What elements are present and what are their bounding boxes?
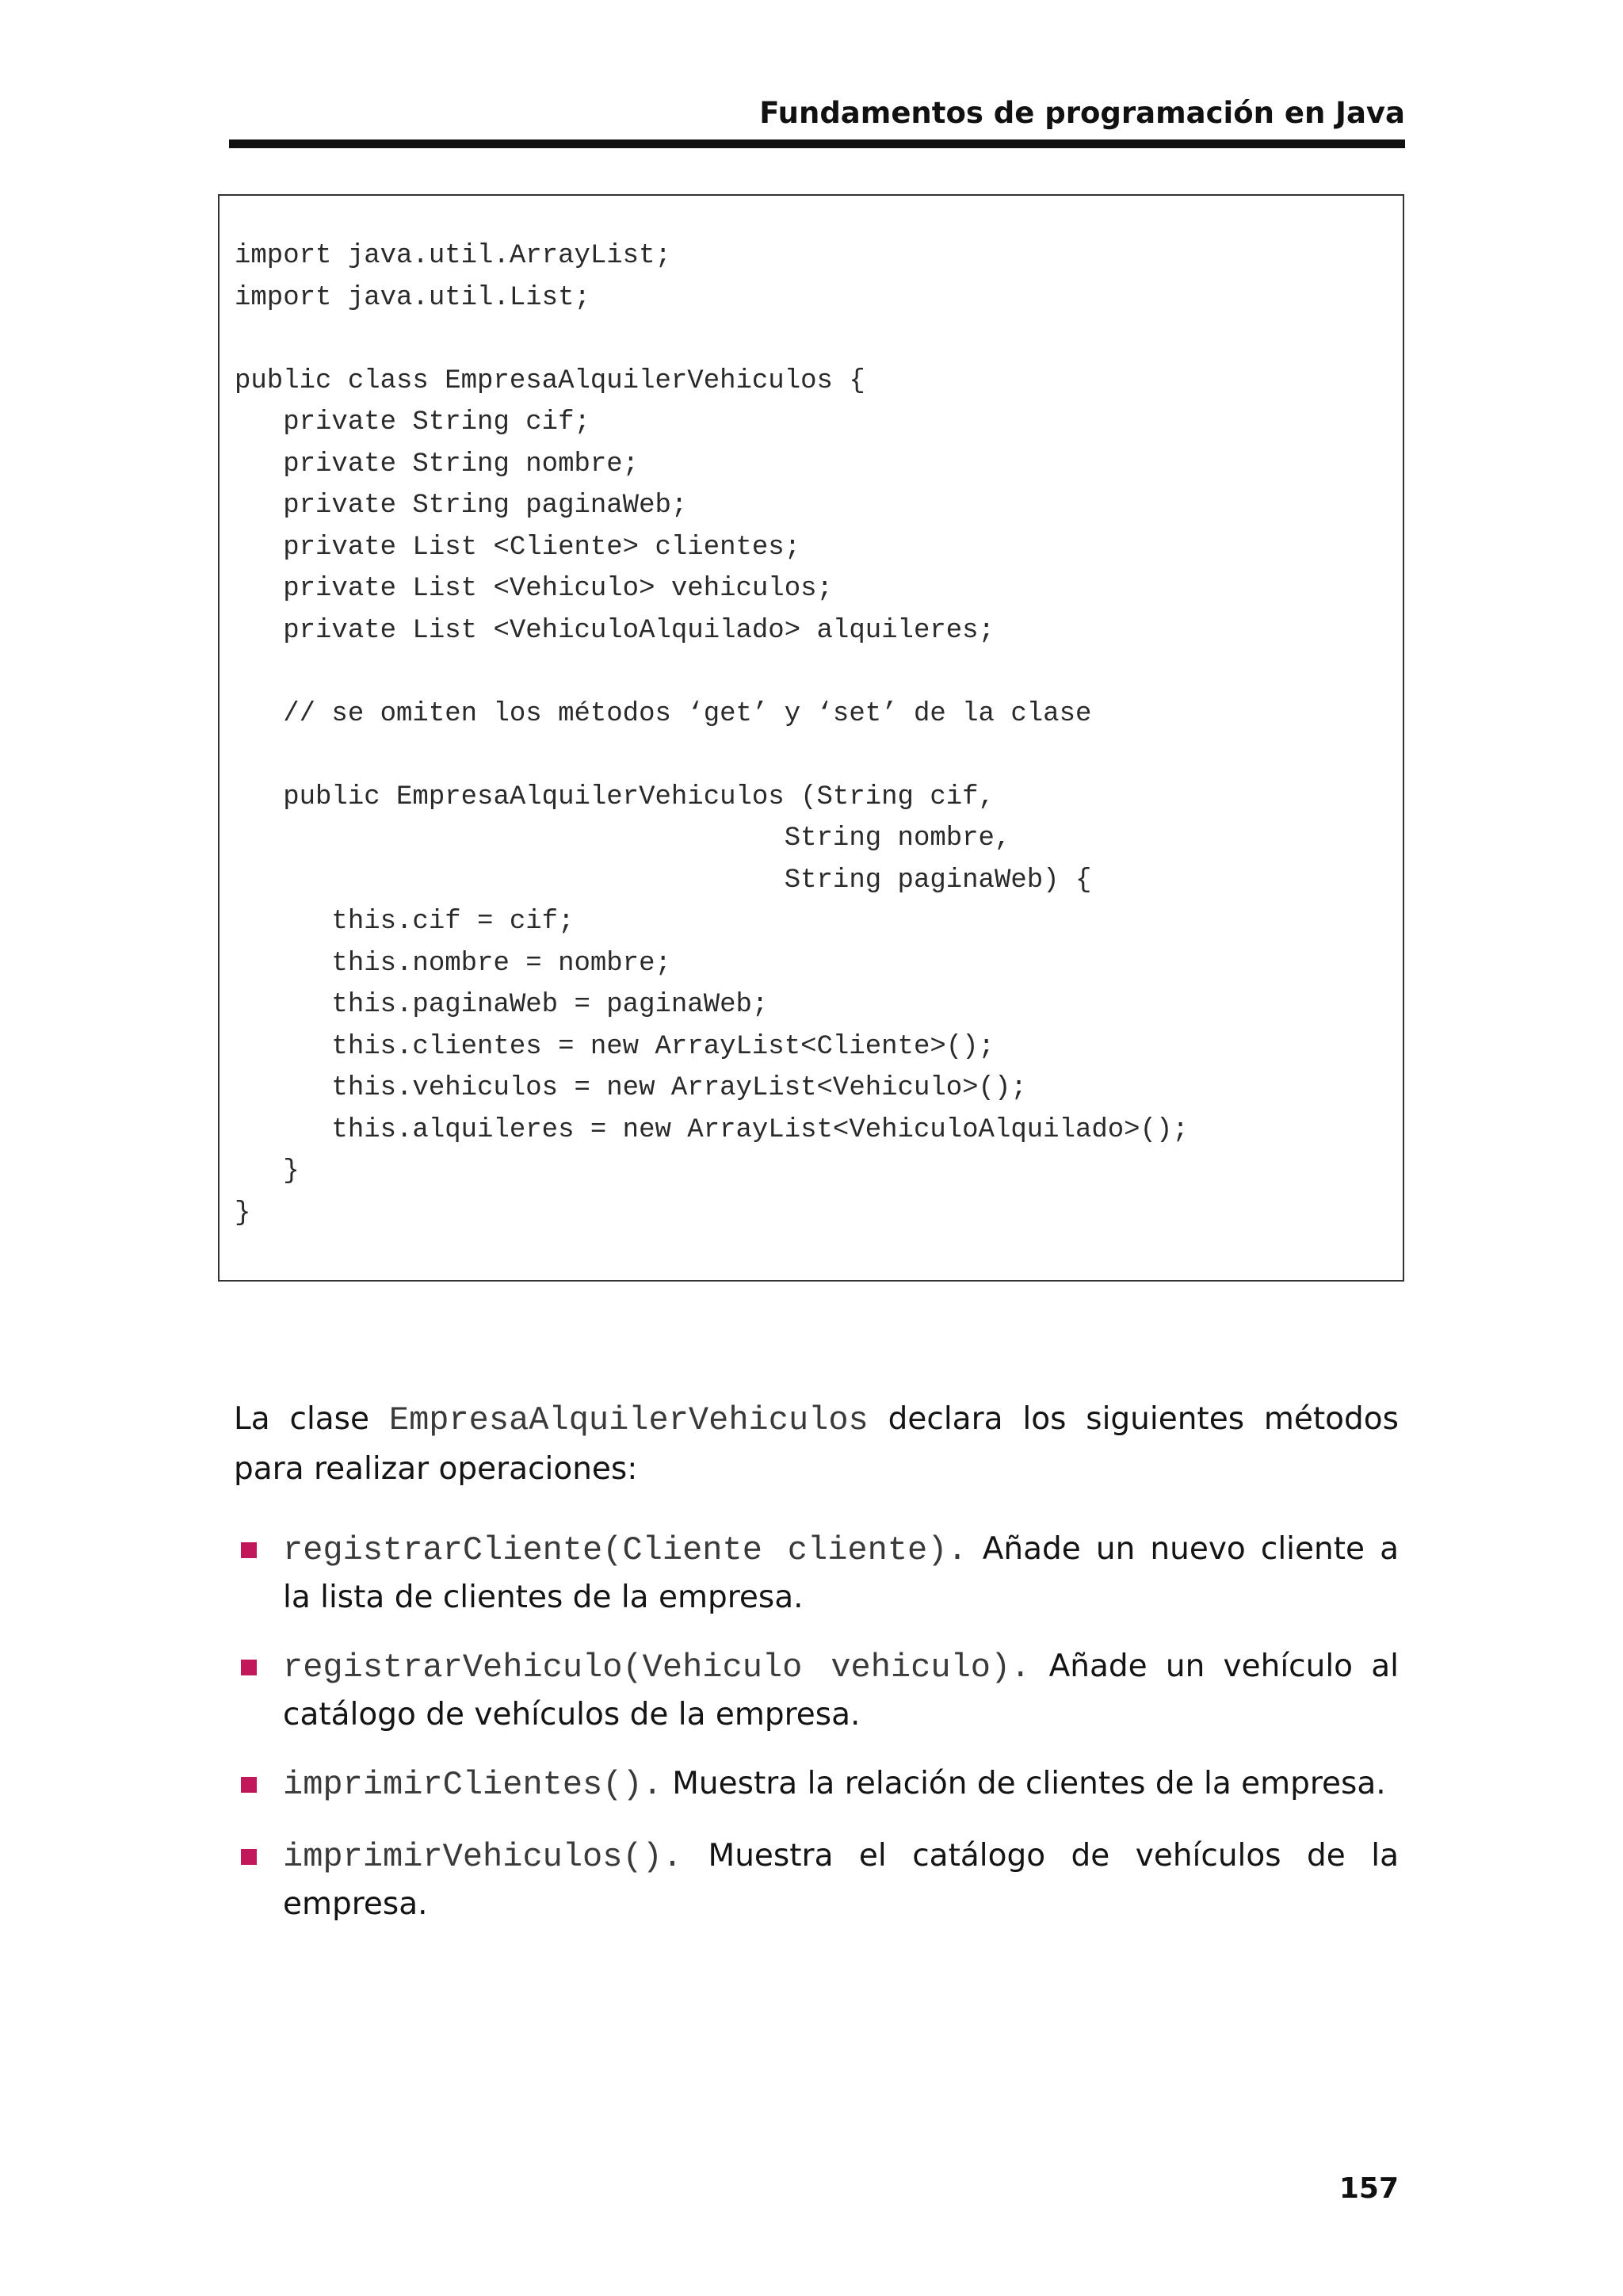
code-line: this.vehiculos = new ArrayList<Vehiculo>();	[235, 1073, 1027, 1103]
method-item	[283, 1760, 1399, 1809]
code-line: private String nombre;	[235, 449, 640, 479]
running-header-title: Fundamentos de programación en Java	[759, 96, 1405, 130]
code-line: this.clientes = new ArrayList<Cliente>();	[235, 1031, 995, 1062]
method-description: Añade un vehículo al catálogo de vehículos de la empresa.	[283, 1648, 1399, 1733]
code-line: import java.util.ArrayList;	[235, 241, 671, 271]
method-description: Muestra el catálogo de vehículos de la empresa.	[283, 1838, 1399, 1922]
code-line: private List <Cliente> clientes;	[235, 532, 801, 563]
method-signature: registrarCliente(Cliente cliente).	[283, 1531, 968, 1569]
code-line: // se omiten los métodos ‘get’ y ‘set’ de la clase	[235, 698, 1092, 729]
code-line: }	[235, 1198, 251, 1228]
intro-suffix: declara los siguientes métodos para realizar operaciones:	[234, 1401, 1399, 1487]
method-signature: imprimirClientes().	[283, 1766, 663, 1804]
method-signature: registrarVehiculo(Vehiculo vehiculo).	[283, 1648, 1031, 1687]
code-line: private String cif;	[235, 407, 590, 437]
code-line: private String paginaWeb;	[235, 491, 688, 521]
code-line: public class EmpresaAlquilerVehiculos {	[235, 365, 865, 396]
code-line	[235, 651, 1189, 693]
code-line: public EmpresaAlquilerVehiculos (String cif,	[235, 781, 995, 812]
header-rule	[229, 139, 1405, 148]
code-line: this.alquileres = new ArrayList<VehiculoAlquilado>();	[235, 1114, 1189, 1145]
method-description: Muestra la relación de clientes de la empresa.	[662, 1766, 1386, 1801]
code-line: this.cif = cif;	[235, 907, 575, 937]
code-line: import java.util.List;	[235, 282, 590, 313]
code-listing	[235, 235, 1189, 1234]
intro-class-name: EmpresaAlquilerVehiculos	[388, 1401, 869, 1439]
code-listing-box	[218, 194, 1404, 1282]
method-signature: imprimirVehiculos().	[283, 1838, 683, 1876]
bullet-square-icon	[241, 1542, 257, 1558]
method-item	[283, 1832, 1399, 1927]
bullet-square-icon	[241, 1849, 257, 1865]
code-line: String nombre,	[235, 823, 1011, 854]
code-line: this.nombre = nombre;	[235, 948, 671, 979]
code-line: this.paginaWeb = paginaWeb;	[235, 990, 769, 1020]
intro-prefix: La clase	[234, 1401, 389, 1437]
method-description: Añade un nuevo cliente a la lista de clientes de la empresa.	[283, 1531, 1399, 1615]
code-line: }	[235, 1156, 300, 1186]
code-line	[235, 319, 1189, 361]
page-number: 157	[1338, 2172, 1399, 2205]
code-line	[235, 735, 1189, 777]
method-item	[283, 1643, 1399, 1738]
code-line: String paginaWeb) {	[235, 865, 1092, 896]
bullet-square-icon	[241, 1660, 257, 1675]
code-line: private List <VehiculoAlquilado> alquileres;	[235, 615, 995, 646]
intro-paragraph	[234, 1395, 1399, 1493]
bullet-square-icon	[241, 1777, 257, 1793]
method-item	[283, 1526, 1399, 1621]
code-line: private List <Vehiculo> vehiculos;	[235, 574, 833, 604]
